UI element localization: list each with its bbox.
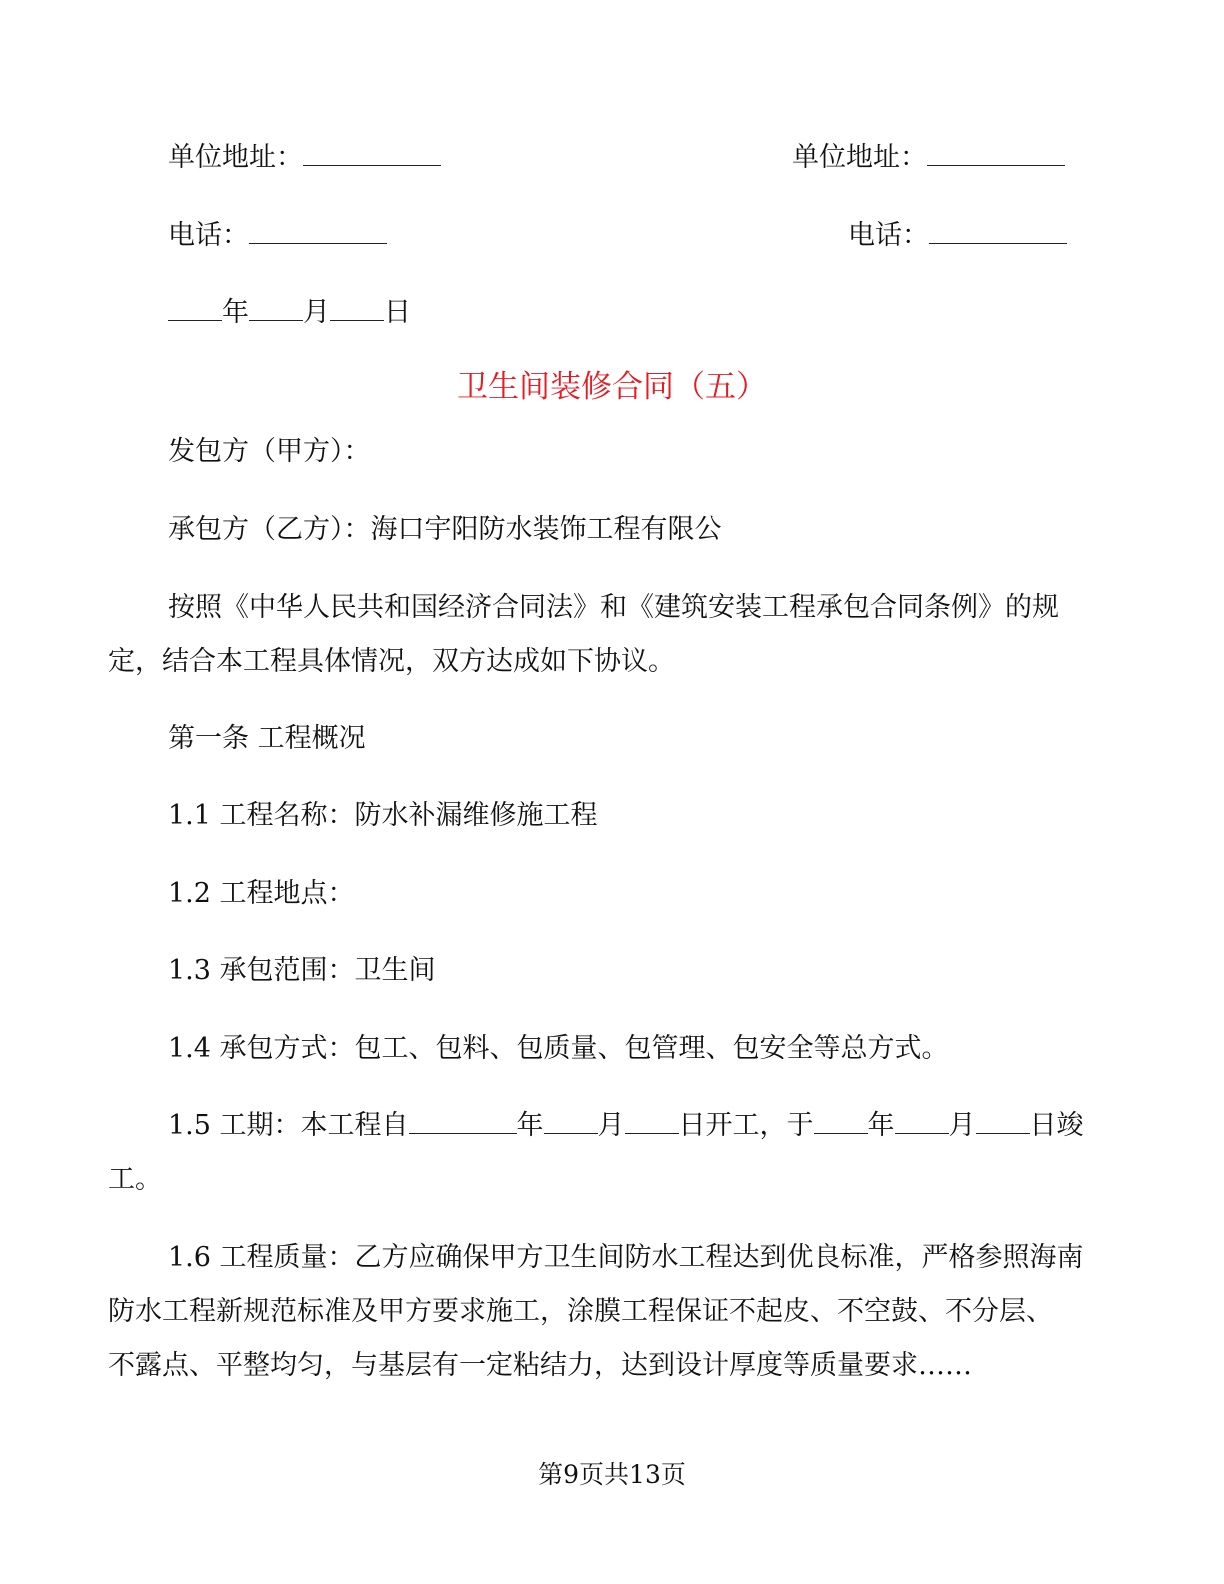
item-1-5-prefix: 1.5 工期：本工程自 [168, 1110, 409, 1141]
left-address-label: 单位地址： [168, 142, 303, 173]
right-phone-blank [929, 242, 1067, 244]
right-address-label: 单位地址： [792, 142, 927, 173]
party-b: 承包方（乙方）：海口宇阳防水装饰工程有限公 [168, 514, 722, 545]
day-label: 日 [384, 297, 411, 328]
left-phone-line [168, 222, 387, 249]
end-day-blank [976, 1132, 1030, 1134]
item-1-3: 1.3 承包范围：卫生间 [168, 955, 436, 986]
item-1-6-line-2: 防水工程新规范标准及甲方要求施工，涂膜工程保证不起皮、不空鼓、不分层、 [108, 1296, 1053, 1327]
contract-title: 卫生间装修合同（五） [457, 369, 767, 405]
left-address-line [168, 144, 441, 171]
year-blank [168, 319, 222, 321]
start-year-blank [409, 1132, 517, 1134]
right-address-line [792, 144, 1065, 171]
item-1-5-month2: 月 [948, 1110, 976, 1141]
party-a: 发包方（甲方）： [168, 436, 371, 467]
preamble-line-1: 按照《中华人民共和国经济合同法》和《建筑安装工程承包合同条例》的规 [168, 592, 1059, 623]
date-line [168, 299, 411, 326]
item-1-5-year2: 年 [867, 1110, 895, 1141]
start-day-blank [625, 1132, 679, 1134]
right-phone-line [848, 222, 1067, 249]
end-year-blank [814, 1132, 868, 1134]
left-address-blank [303, 164, 441, 166]
item-1-2: 1.2 工程地点： [168, 878, 355, 909]
start-month-blank [544, 1132, 598, 1134]
right-phone-label: 电话： [848, 220, 929, 251]
right-address-blank [927, 164, 1065, 166]
month-blank [249, 319, 303, 321]
item-1-6-line-3: 不露点、平整均匀，与基层有一定粘结力，达到设计厚度等质量要求…… [108, 1350, 972, 1381]
month-label: 月 [303, 297, 330, 328]
left-phone-label: 电话： [168, 220, 249, 251]
preamble-line-2: 定，结合本工程具体情况，双方达成如下协议。 [108, 646, 675, 677]
item-1-5-month: 月 [597, 1110, 625, 1141]
day-blank [330, 319, 384, 321]
item-1-5-year: 年 [516, 1110, 544, 1141]
item-1-5-end: 日竣 [1029, 1110, 1084, 1141]
article-1-heading: 第一条 工程概况 [168, 723, 366, 754]
end-month-blank [895, 1132, 949, 1134]
item-1-5 [168, 1112, 1084, 1139]
item-1-5-start: 日开工，于 [678, 1110, 814, 1141]
item-1-6-line-1: 1.6 工程质量：乙方应确保甲方卫生间防水工程达到优良标准，严格参照海南 [168, 1242, 1084, 1273]
left-phone-blank [249, 242, 387, 244]
year-label: 年 [222, 297, 249, 328]
item-1-5-wrap: 工。 [108, 1164, 162, 1195]
item-1-1: 1.1 工程名称：防水补漏维修施工程 [168, 800, 598, 831]
page-number: 第9页共13页 [538, 1460, 686, 1489]
item-1-4: 1.4 承包方式：包工、包料、包质量、包管理、包安全等总方式。 [168, 1033, 949, 1064]
